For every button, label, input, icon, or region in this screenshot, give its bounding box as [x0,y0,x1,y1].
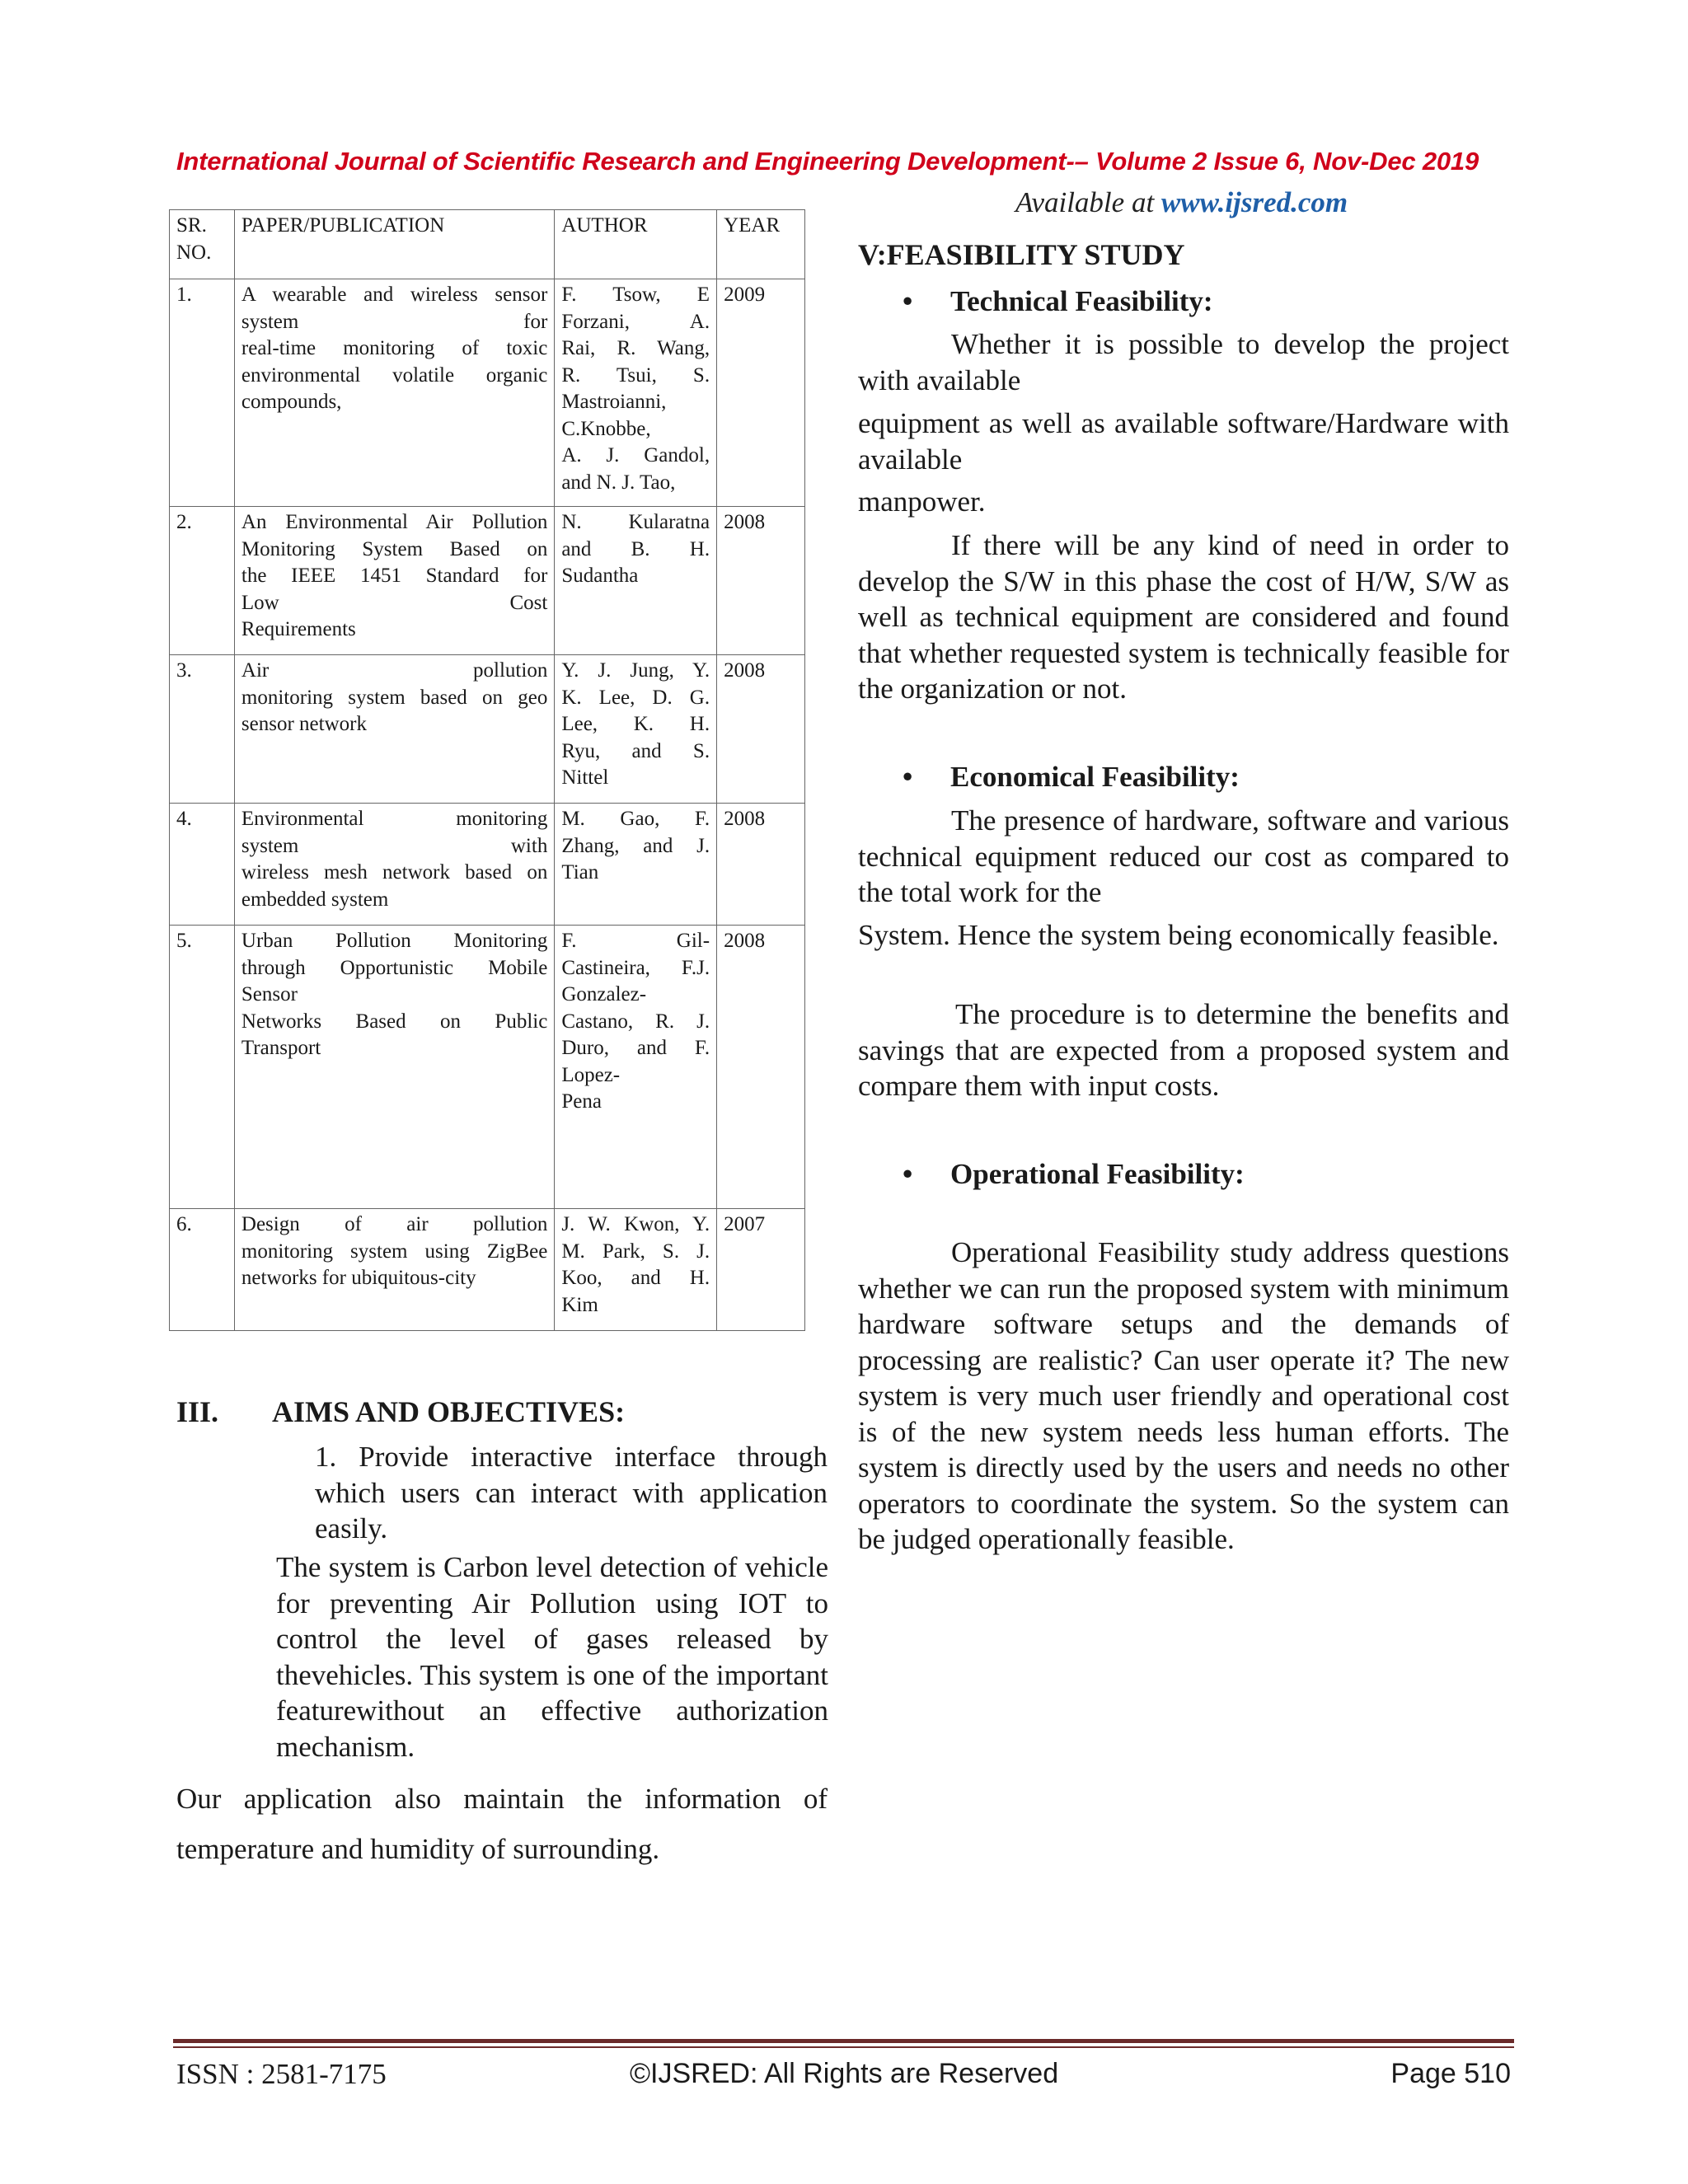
header-paper: PAPER/PUBLICATION [234,210,554,279]
cell-paper [234,926,554,1209]
author-line: Nittel [561,766,609,789]
table-row [170,507,805,655]
table-row [170,279,805,507]
operational-heading-text: Operational Feasibility: [950,1158,1245,1190]
author-line: F. Gil- [561,930,710,952]
footer-issn: ISSN : 2581-7175 [176,2058,387,2090]
technical-paragraph: If there will be any kind of need in order to develop the S/W in this phase the cost of H/W, S/W as well as technical equipment are considered and found that whether requested system is technically feasible for the organization or not. [858,529,1509,705]
available-at [1015,186,1348,219]
cell-year: 2008 [717,926,805,1209]
section-3-heading [176,1394,625,1429]
cell-year: 2008 [717,804,805,926]
author-line: Castano, R. J. [561,1010,710,1033]
section-3-title: AIMS AND OBJECTIVES: [272,1395,626,1428]
paper-line: system for [241,310,548,333]
paper-line: Sensor [241,983,298,1005]
author-line: Lopez- [561,1063,621,1086]
economical-paragraph-1: The presence of hardware, software and various technical equipment reduced our cost as compared to the total work for the [858,804,1509,908]
footer-rule [173,2039,1514,2043]
paper-line: sensor network [241,713,367,735]
paper-line: A wearable and wireless sensor [241,284,548,306]
cell-paper [234,279,554,507]
author-line: J. W. Kwon, Y. [561,1213,710,1235]
paper-line: the IEEE 1451 Standard for [241,565,548,587]
cell-sr: 2. [170,507,235,655]
footer-rule-thin [173,2046,1514,2048]
operational-feasibility-heading [858,1156,1509,1193]
technical-line-1: Whether it is possible to develop the project with available [858,328,1509,396]
technical-heading-text: Technical Feasibility: [950,285,1213,317]
paper-line: environmental volatile organic [241,363,548,387]
author-line: Pena [561,1090,602,1113]
cell-sr: 5. [170,926,235,1209]
operational-paragraph: Operational Feasibility study address questions whether we can run the proposed system with minimum hardware software setups and the demands of processing are realistic? Can user operate it? The new system is very much user friendly and operational cost is of the new system needs less human efforts. The system is directly used by the users and needs no other operators to coordinate the system. So the system can be judged operationally feasible. [858,1236,1509,1555]
aim-paragraph: The system is Carbon level detection of vehicle for preventing Air Pollution using IOT to control the level of gases released by thevehicles. This system is one of the important featurewithout an effective authorization mechanism. [276,1551,828,1763]
journal-header: International Journal of Scientific Research and Engineering Development-– Volume 2 Issue 6, Nov-Dec 2019 [176,147,1479,176]
table-row [170,804,805,926]
paper-line: monitoring system based on geo [241,686,548,709]
technical-line-3: manpower. [858,485,986,518]
paper-line: wireless mesh network based on [241,861,548,883]
journal-website-link[interactable]: www.ijsred.com [1160,186,1348,218]
author-line: Lee, K. H. [561,713,710,735]
paper-line: Transport [241,1037,321,1059]
author-line: Kim [561,1293,598,1316]
cell-sr: 6. [170,1209,235,1331]
cell-sr: 1. [170,279,235,507]
author-line: Sudantha [561,565,639,587]
economical-heading-text: Economical Feasibility: [950,761,1240,793]
cell-year: 2008 [717,507,805,655]
author-line: C.Knobbe, [561,417,651,440]
cell-year: 2009 [717,279,805,507]
bullet-icon: • [903,285,913,317]
footer-page-number: Page 510 [1390,2058,1511,2089]
cell-author [555,655,717,804]
feasibility-heading: V:FEASIBILITY STUDY [858,238,1185,271]
cell-author [555,279,717,507]
table-row [170,926,805,1209]
technical-line-2: equipment as well as available software/Hardware with available [858,407,1509,476]
cell-paper [234,1209,554,1331]
paper-line: Design of air pollution [241,1213,548,1235]
author-line: K. Lee, D. G. [561,686,710,709]
application-paragraph: Our application also maintain the information of temperature and humidity of surrounding. [176,1783,828,1865]
author-line: Y. J. Jung, Y. [561,659,710,682]
author-line: Ryu, and S. [561,739,710,762]
paper-line: through Opportunistic Mobile [241,956,548,979]
cell-sr: 4. [170,804,235,926]
author-line: Castineira, F.J. [561,956,710,979]
cell-paper [234,804,554,926]
author-line: Koo, and H. [561,1267,710,1289]
bullet-icon: • [903,761,913,793]
paper-line: An Environmental Air Pollution [241,511,548,533]
author-line: Mastroianni, [561,391,667,413]
paper-line: Requirements [241,618,356,640]
available-prefix: Available at [1015,186,1161,218]
cell-author [555,507,717,655]
author-line: Forzani, A. [561,310,710,333]
author-line: Rai, R. Wang, [561,337,710,359]
table-row [170,1209,805,1331]
paper-line: Low Cost [241,591,548,614]
author-line: and N. J. Tao, [561,471,676,494]
author-line: M. Gao, F. [561,808,710,830]
footer-copyright: ©IJSRED: All Rights are Reserved [630,2058,1059,2089]
paper-line: Air pollution [241,659,548,682]
header-sr: SR. NO. [170,210,235,279]
aim-item-1: 1. Provide interactive interface through which users can interact with application easily. [315,1441,828,1544]
bullet-icon: • [903,1158,913,1190]
author-line: R. Tsui, S. [561,363,710,387]
section-3-number: III. [176,1395,219,1428]
header-year: YEAR [717,210,805,279]
table-header-row [170,210,805,279]
author-line: F. Tsow, E [561,284,710,306]
cell-author [555,926,717,1209]
author-line: Zhang, and J. [561,834,710,857]
author-line: and B. H. [561,537,710,560]
cell-year: 2008 [717,655,805,804]
paper-line: Environmental monitoring [241,808,548,830]
cell-sr: 3. [170,655,235,804]
author-line: N. Kularatna [561,511,710,533]
author-line: M. Park, S. J. [561,1240,710,1263]
cell-paper [234,655,554,804]
cell-author [555,804,717,926]
paper-line: networks for ubiquitous-city [241,1267,476,1289]
paper-line: Monitoring System Based on [241,537,548,560]
cell-paper [234,507,554,655]
paper-line: monitoring system using ZigBee [241,1240,548,1263]
economical-feasibility-heading [858,759,1509,795]
table-row [170,655,805,804]
author-line: A. J. Gandol, [561,444,710,466]
technical-feasibility-heading [858,284,1509,320]
literature-table [169,209,805,1331]
cell-author [555,1209,717,1331]
author-line: Duro, and F. [561,1037,710,1059]
paper-line: embedded system [241,888,389,911]
cell-year: 2007 [717,1209,805,1331]
paper-line: compounds, [241,391,342,413]
author-line: Gonzalez- [561,983,647,1005]
economical-paragraph-2: System. Hence the system being economically feasible. [858,919,1499,951]
paper-line: system with [241,834,548,857]
paper-line: Networks Based on Public [241,1010,548,1033]
paper-line: real-time monitoring of toxic [241,337,548,359]
economical-paragraph-3: The procedure is to determine the benefits and savings that are expected from a proposed system and compare them with input costs. [858,998,1509,1102]
paper-line: Urban Pollution Monitoring [241,930,548,952]
author-line: Tian [561,861,599,883]
header-author: AUTHOR [555,210,717,279]
